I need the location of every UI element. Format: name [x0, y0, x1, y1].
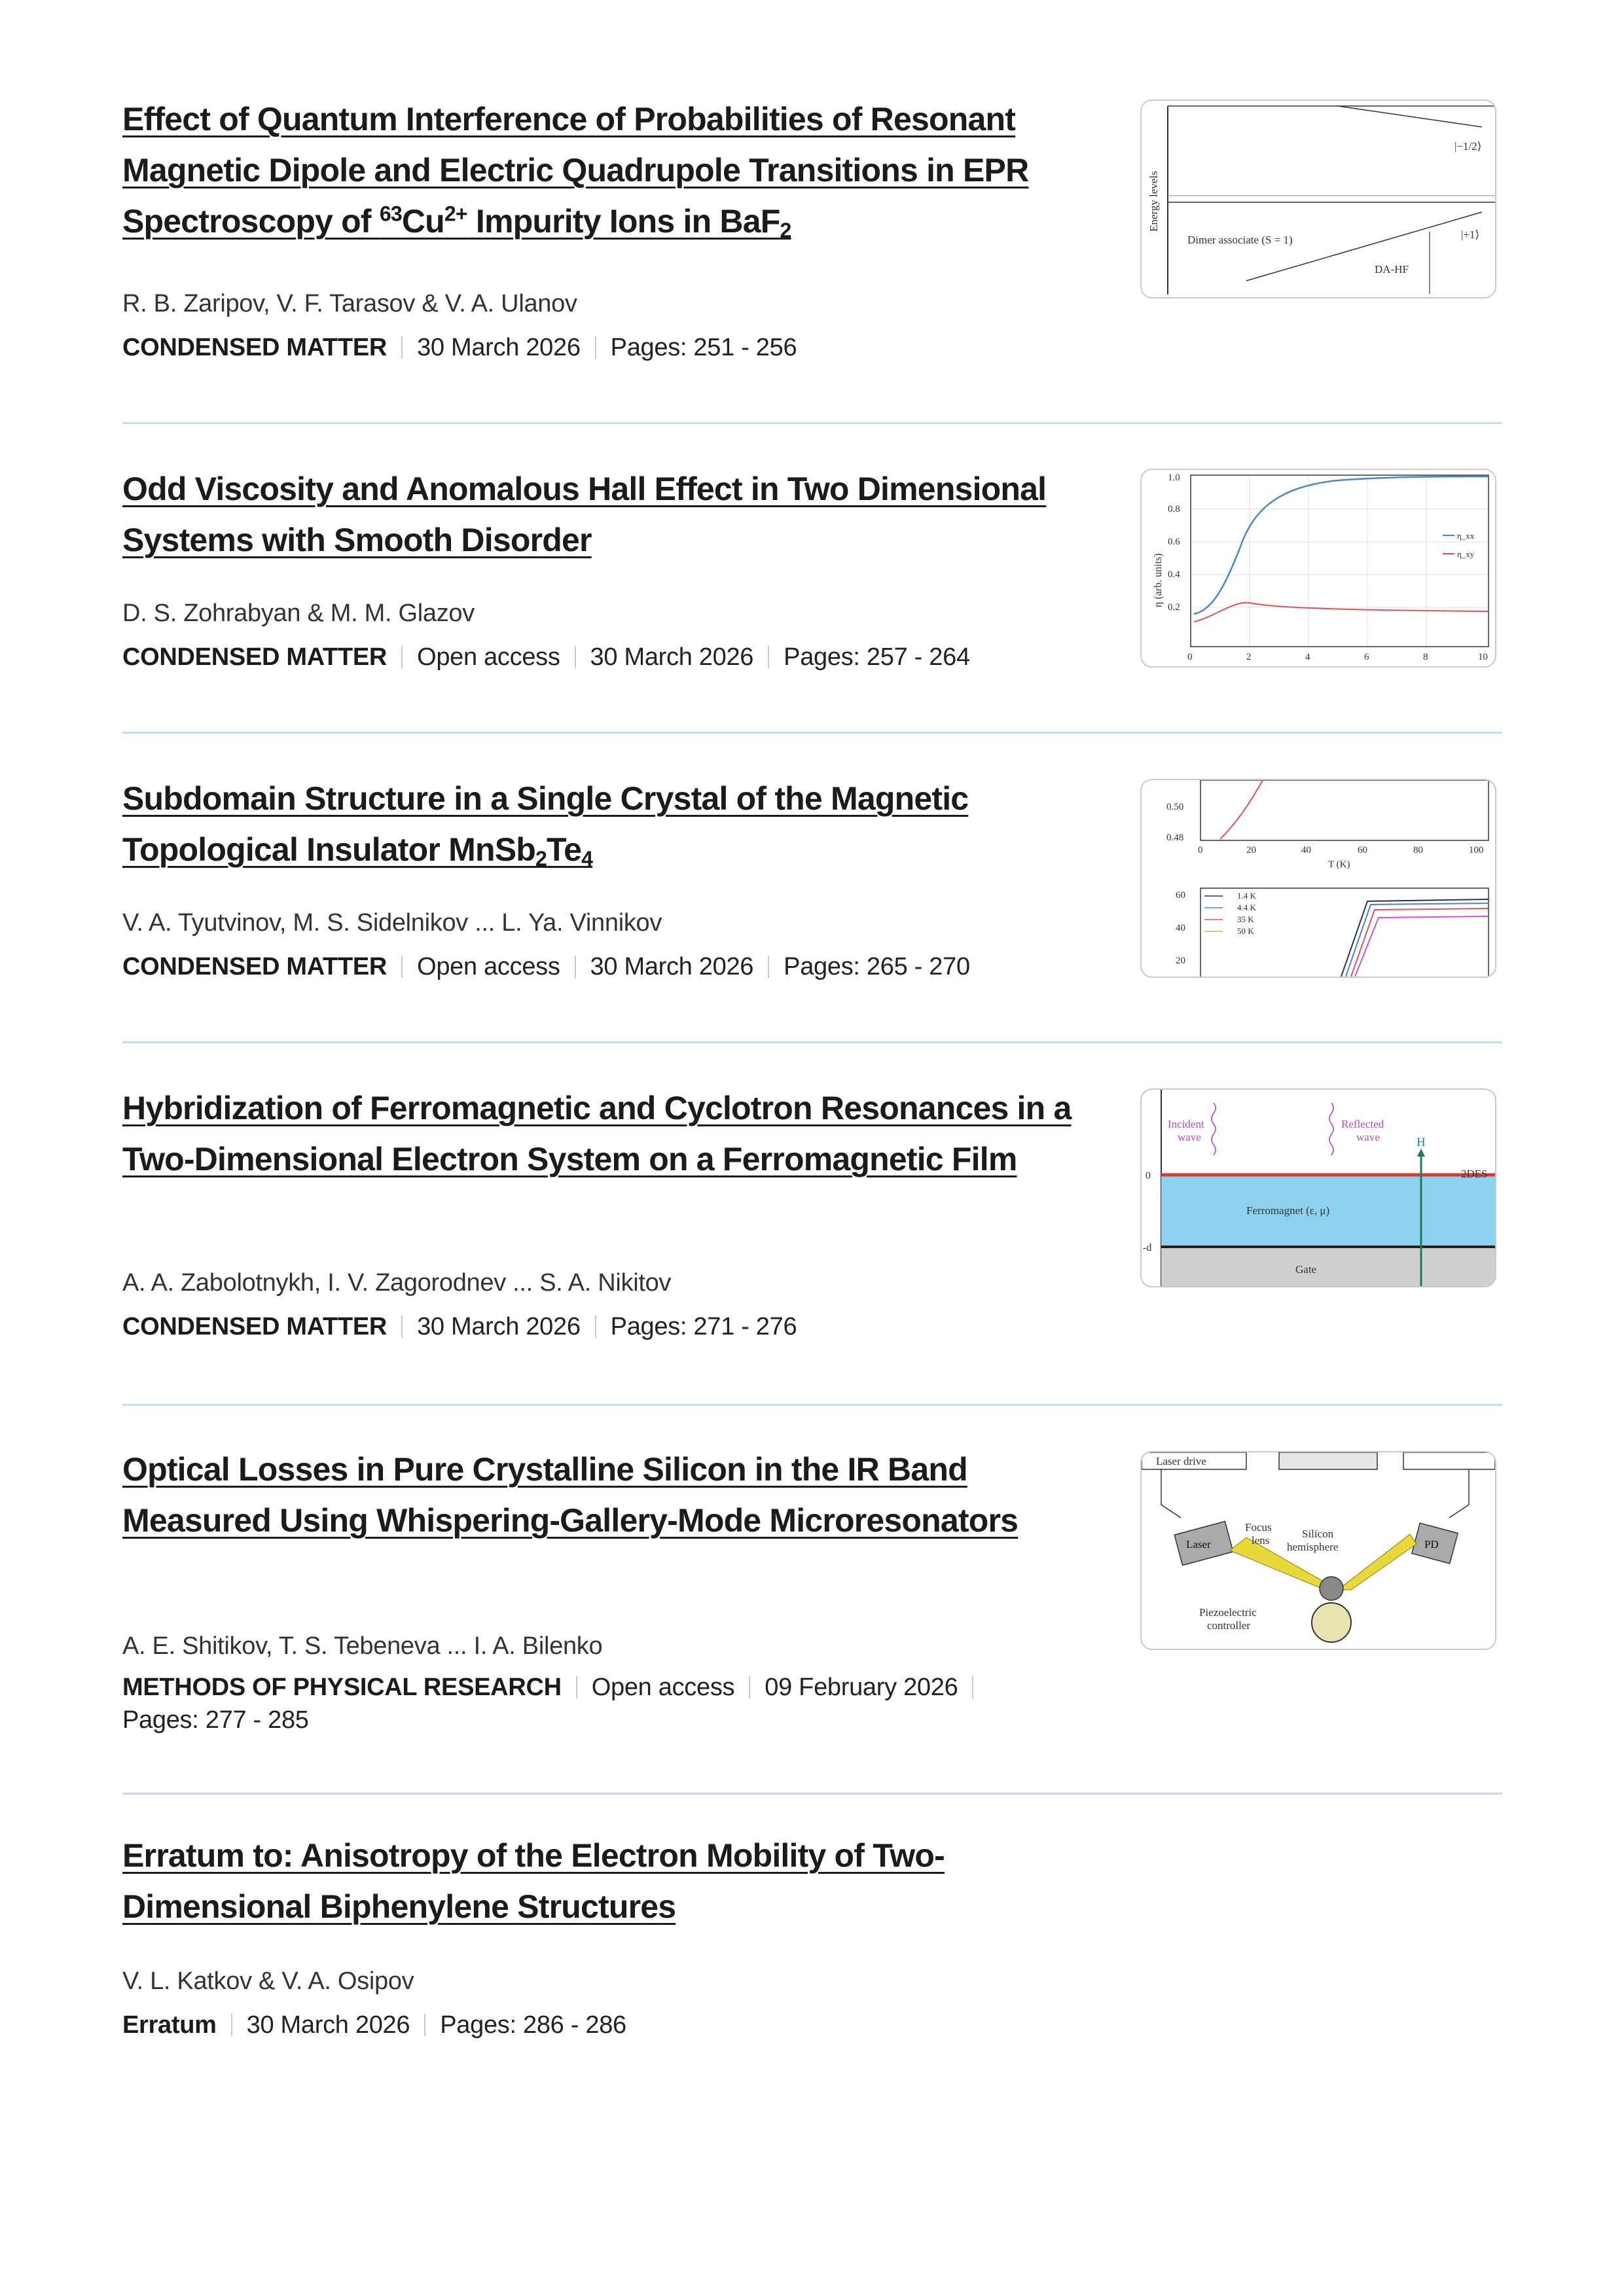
state-label: |−1/2⟩: [1454, 140, 1482, 152]
article-date: 09 February 2026: [765, 1674, 958, 1701]
y-tick: 40: [1176, 923, 1185, 933]
article-meta: [122, 950, 970, 983]
article-type[interactable]: CONDENSED MATTER: [122, 1313, 388, 1340]
axis-tick: 0: [1146, 1170, 1151, 1181]
laser-label: Laser: [1186, 1538, 1211, 1551]
article-pages: Pages: 277 - 285: [122, 1706, 309, 1734]
article-meta: [122, 1671, 1052, 1736]
article-type[interactable]: CONDENSED MATTER: [122, 334, 388, 361]
divider: [122, 1793, 1502, 1795]
pd-label: PD: [1424, 1538, 1439, 1551]
article-authors: V. L. Katkov & V. A. Osipov: [122, 1967, 414, 1995]
article-authors: D. S. Zohrabyan & M. M. Glazov: [122, 600, 475, 627]
article-authors: V. A. Tyutvinov, M. S. Sidelnikov ... L. Ya. Vinnikov: [122, 909, 662, 937]
y-tick: 60: [1176, 890, 1185, 901]
article-thumbnail-energy-levels[interactable]: [1140, 99, 1496, 298]
y-tick: 0.48: [1166, 833, 1184, 843]
meta-separator: [231, 2014, 232, 2036]
article-thumbnail-magnetization-plot[interactable]: [1140, 779, 1496, 978]
meta-separator: [424, 2014, 425, 2036]
article-title[interactable]: Hybridization of Ferromagnetic and Cyclotron Resonances in a Two-Dimensional Electron System on a Ferromagnetic Film: [122, 1090, 1072, 1177]
divider: [122, 1404, 1502, 1406]
article-authors: A. A. Zabolotnykh, I. V. Zagorodnev ... S. A. Nikitov: [122, 1269, 672, 1297]
x-tick: 80: [1413, 845, 1423, 855]
meta-separator: [768, 956, 769, 978]
article-pages: Pages: 257 - 264: [784, 643, 970, 671]
legend-label: 35 K: [1237, 914, 1254, 924]
article-title[interactable]: Optical Losses in Pure Crystalline Silicon in the IR Band Measured Using Whispering-Gallery-Mode Microresonators: [122, 1451, 1019, 1539]
thumb-ylabel: Energy levels: [1147, 171, 1160, 232]
x-tick: 20: [1246, 845, 1256, 855]
article-meta: [122, 1310, 797, 1343]
article-authors: R. B. Zaripov, V. F. Tarasov & V. A. Ulanov: [122, 290, 577, 317]
y-tick: 0.8: [1168, 504, 1180, 514]
reflected-label: wave: [1356, 1131, 1380, 1143]
y-tick: 0.6: [1168, 537, 1180, 547]
hf-label: DA-HF: [1375, 263, 1409, 276]
meta-separator: [401, 336, 403, 359]
piezo-label: controller: [1207, 1619, 1251, 1632]
article-6: [122, 1830, 1497, 2039]
article-title[interactable]: Odd Viscosity and Anomalous Hall Effect in Two Dimensional Systems with Smooth Disorder: [122, 471, 1047, 558]
article-type[interactable]: METHODS OF PHYSICAL RESEARCH: [122, 1674, 562, 1701]
meta-separator: [575, 646, 576, 668]
article-pages: Pages: 286 - 286: [440, 2011, 626, 2039]
legend-label: η_xy: [1457, 549, 1475, 559]
incident-label: wave: [1178, 1131, 1201, 1143]
divider: [122, 732, 1502, 734]
axis-tick: -d: [1143, 1242, 1152, 1253]
silicon-label: Silicon: [1302, 1528, 1334, 1540]
meta-separator: [401, 1316, 403, 1338]
article-date: 30 March 2026: [246, 2011, 410, 2039]
article-date: 30 March 2026: [417, 1313, 581, 1340]
legend-label: η_xx: [1457, 531, 1475, 541]
layer-label: Gate: [1295, 1263, 1317, 1276]
x-tick: 4: [1305, 652, 1310, 662]
x-tick: 2: [1246, 652, 1252, 662]
piezo-label: Piezoelectric: [1199, 1606, 1257, 1619]
article-date: 30 March 2026: [590, 643, 754, 671]
article-access: Open access: [417, 953, 560, 980]
article-access: Open access: [417, 643, 560, 671]
y-tick: 20: [1176, 956, 1185, 966]
article-thumbnail-layers-diagram[interactable]: [1140, 1088, 1496, 1287]
article-meta: [122, 2009, 626, 2041]
meta-separator: [401, 956, 403, 978]
focus-label: lens: [1252, 1534, 1270, 1547]
x-tick: 0: [1187, 652, 1193, 662]
legend-label: 50 K: [1237, 926, 1254, 936]
x-tick: 40: [1301, 845, 1311, 855]
state-label: |+1⟩: [1461, 228, 1480, 241]
meta-separator: [972, 1676, 973, 1698]
article-title[interactable]: Subdomain Structure in a Single Crystal of the Magnetic Topological Insulator $MnSb_2Te_4$: [122, 780, 969, 870]
legend-label: 4.4 K: [1237, 903, 1256, 912]
article-authors: A. E. Shitikov, T. S. Tebeneva ... I. A. Bilenko: [122, 1632, 603, 1660]
legend-label: 1.4 K: [1237, 891, 1256, 901]
x-tick: 100: [1469, 845, 1484, 855]
article-pages: Pages: 265 - 270: [784, 953, 970, 980]
silicon-label: hemisphere: [1287, 1541, 1339, 1553]
focus-label: Focus: [1245, 1521, 1272, 1534]
associate-label: Dimer associate (S = 1): [1187, 234, 1293, 246]
y-tick: 1.0: [1168, 473, 1180, 483]
x-tick: 6: [1364, 652, 1369, 662]
x-tick: 10: [1478, 652, 1488, 662]
y-tick: 0.4: [1168, 569, 1180, 580]
x-tick: 0: [1198, 845, 1203, 855]
x-axis-label: T (K): [1328, 859, 1350, 870]
article-meta: [122, 331, 797, 364]
meta-separator: [576, 1676, 577, 1698]
article-thumbnail-setup-diagram[interactable]: [1140, 1451, 1496, 1650]
layer-label: 2DES: [1461, 1168, 1488, 1180]
x-tick: 60: [1358, 845, 1367, 855]
incident-label: Incident: [1168, 1118, 1204, 1130]
article-thumbnail-viscosity-plot[interactable]: [1140, 469, 1496, 668]
y-tick: 0.50: [1166, 802, 1184, 812]
article-date: 30 March 2026: [417, 334, 581, 361]
x-tick: 8: [1423, 652, 1428, 662]
laser-drive-label: Laser drive: [1156, 1455, 1206, 1467]
meta-separator: [595, 1316, 596, 1338]
meta-separator: [575, 956, 576, 978]
article-pages: Pages: 251 - 256: [610, 334, 797, 361]
layer-label: Ferromagnet (ε, μ): [1246, 1204, 1330, 1217]
article-title[interactable]: Effect of Quantum Interference of Probabilities of Resonant Magnetic Dipole and Electric Quadrupole Transitions in EPR Spectroscopy of $^{63}Cu^{2+}$ Impurity Ions in BaF$_2$: [122, 101, 1029, 242]
reflected-label: Reflected: [1341, 1118, 1384, 1130]
y-tick: 0.2: [1168, 602, 1180, 613]
article-type[interactable]: Erratum: [122, 2011, 217, 2039]
article-access: Open access: [591, 1674, 735, 1701]
article-type[interactable]: CONDENSED MATTER: [122, 953, 388, 980]
h-field-label: H: [1416, 1136, 1426, 1149]
article-date: 30 March 2026: [590, 953, 754, 980]
article-title[interactable]: Erratum to: Anisotropy of the Electron Mobility of Two-Dimensional Biphenylene Structures: [122, 1837, 945, 1925]
meta-separator: [768, 646, 769, 668]
meta-separator: [401, 646, 403, 668]
meta-separator: [749, 1676, 750, 1698]
article-meta: [122, 641, 970, 673]
divider: [122, 1041, 1502, 1043]
divider: [122, 422, 1502, 424]
y-axis-label: η (arb. units): [1153, 553, 1164, 607]
article-type[interactable]: CONDENSED MATTER: [122, 643, 388, 671]
meta-separator: [595, 336, 596, 359]
article-pages: Pages: 271 - 276: [610, 1313, 797, 1340]
